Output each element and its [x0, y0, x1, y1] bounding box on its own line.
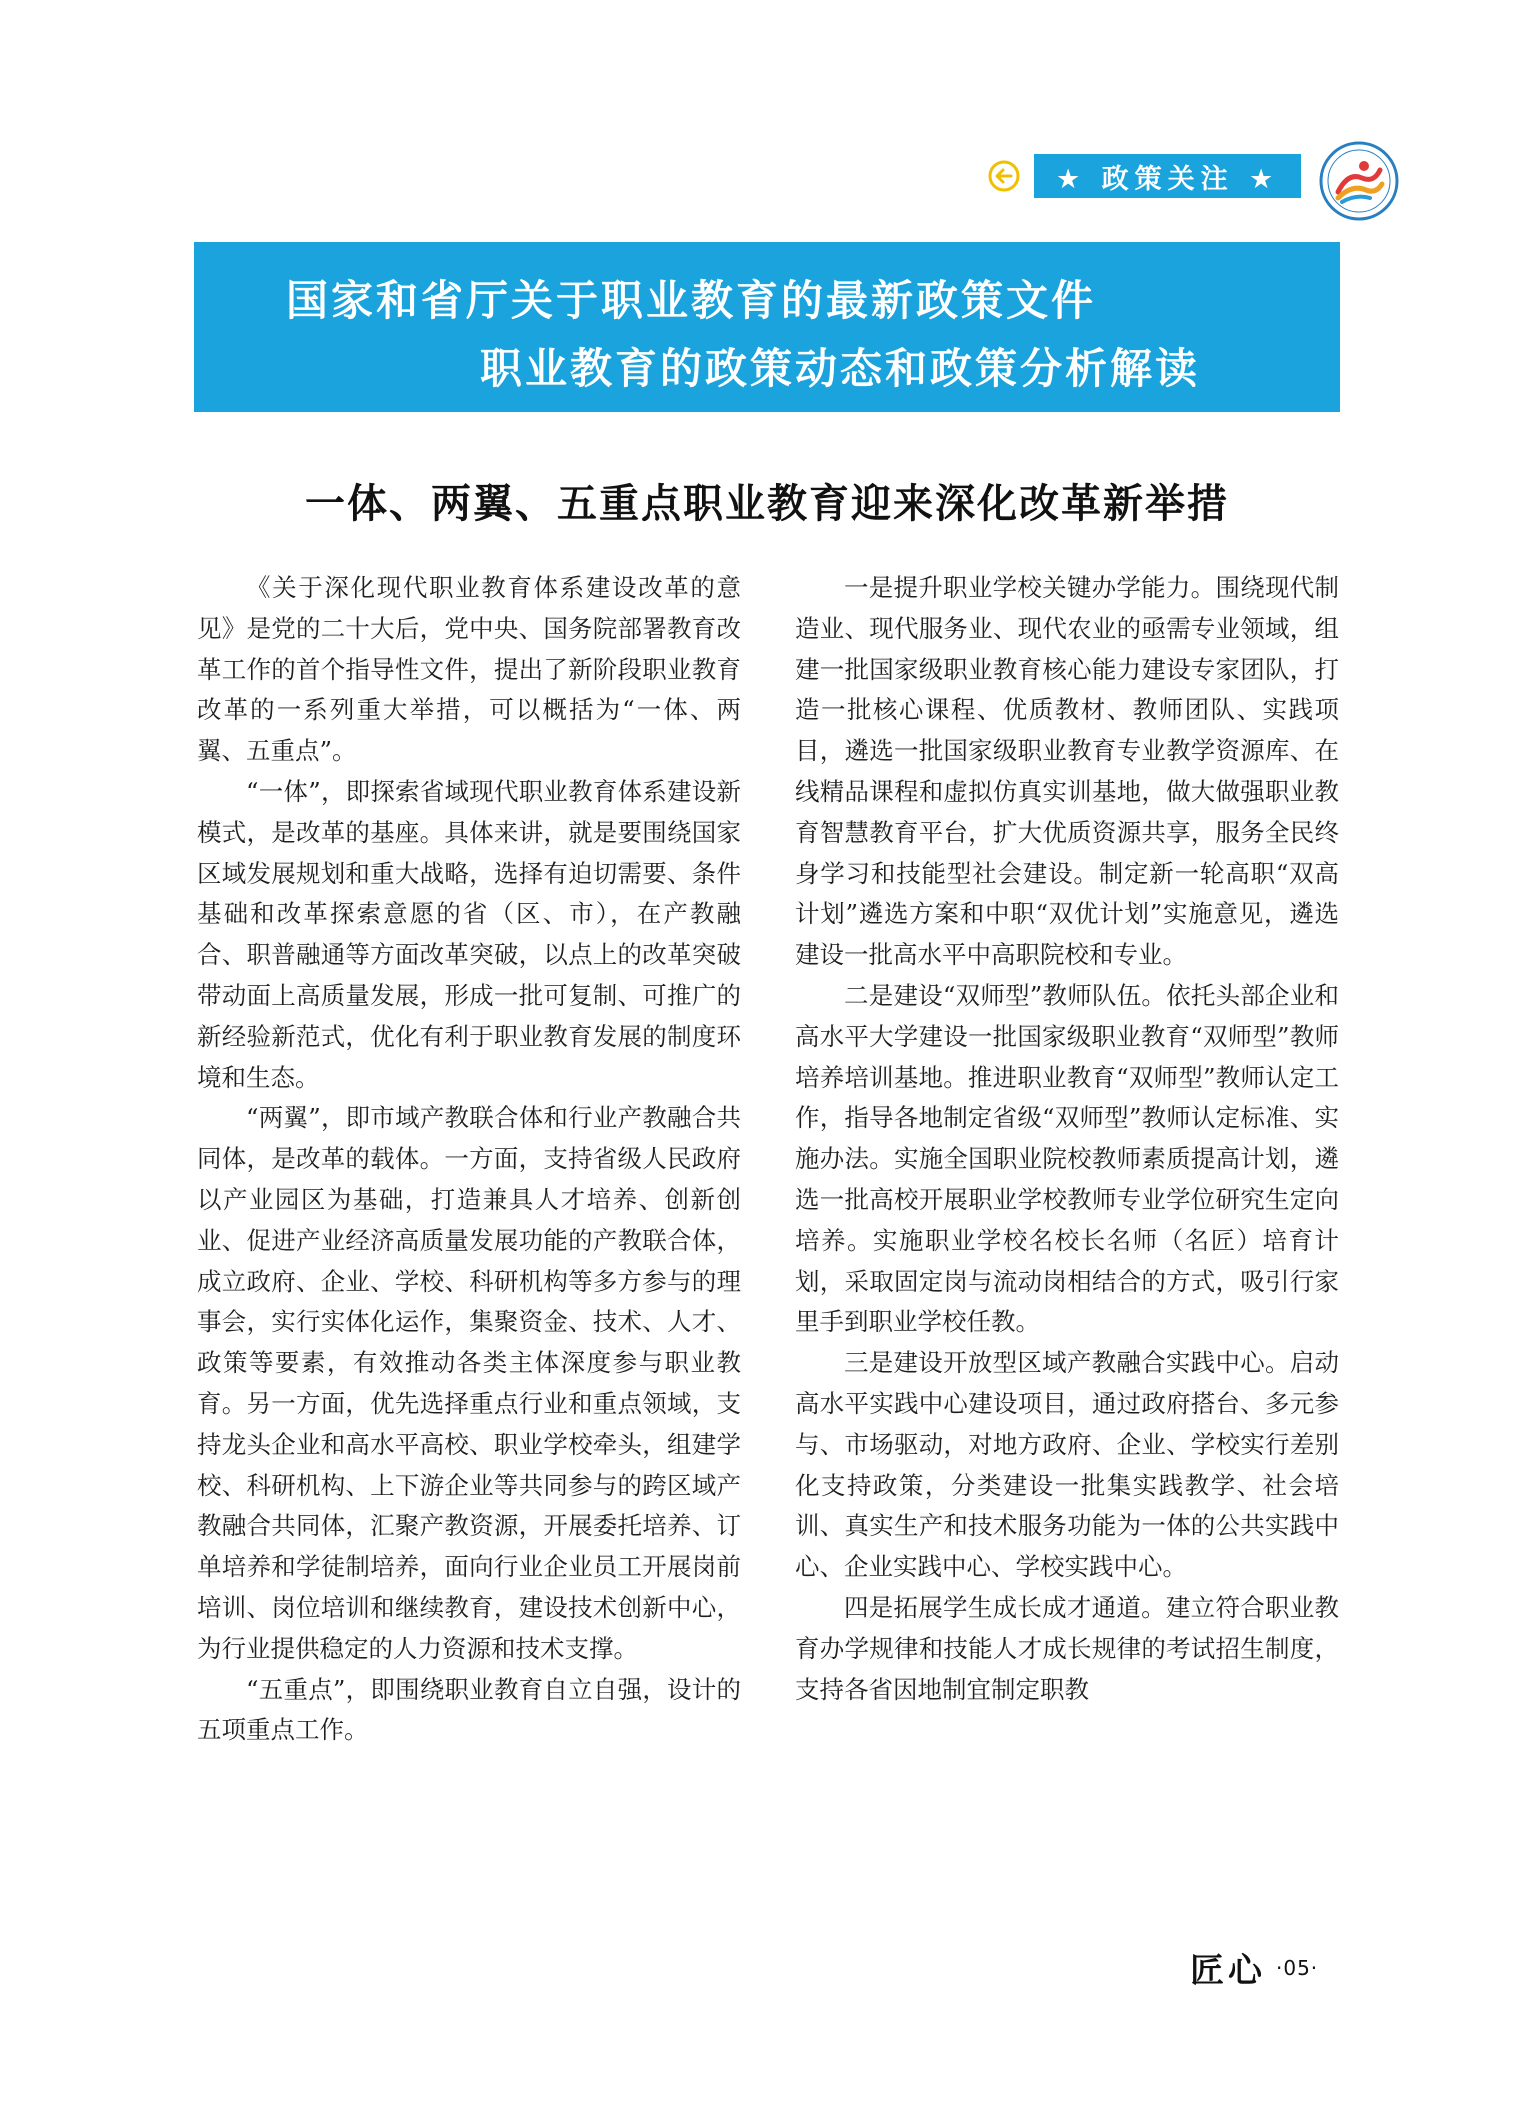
paragraph: 一是提升职业学校关键办学能力。围绕现代制造业、现代服务业、现代农业的亟需专业领域，组建一批国家级职业教育核心能力建设专家团队，打造一批核心课程、优质教材、教师团队、实践项目，遴选一批国家级职业教育专业教学资源库、在线精品课程和虚拟仿真实训基地，做大做强职业教育智慧教育平台，扩大优质资源共享，服务全民终身学习和技能型社会建设。制定新一轮高职“双高计划”遴选方案和中职“双优计划”实施意见，遴选建设一批高水平中高职院校和专业。 [795, 573, 1339, 970]
paragraph: 四是拓展学生成长成才通道。建立符合职业教育办学规律和技能人才成长规律的考试招生制度，支持各省因地制宜制定职教 [795, 1592, 1339, 1704]
paragraph: “两翼”，即市域产教联合体和行业产教融合共同体，是改革的载体。一方面，支持省级人民政府以产业园区为基础，打造兼具人才培养、创新创业、促进产业经济高质量发展功能的产教联合体，成立政府、企业、学校、科研机构等多方参与的理事会，实行实体化运作，集聚资金、技术、人才、政策等要素，有效推动各类主体深度参与职业教育。另一方面，优先选择重点行业和重点领域，支持龙头企业和高水平高校、职业学校牵头，组建学校、科研机构、上下游企业等共同参与的跨区域产教融合共同体，汇聚产教资源，开展委托培养、订单培养和学徒制培养，面向行业企业员工开展岗前培训、岗位培训和继续教育，建设技术创新中心，为行业提供稳定的人力资源和技术支撑。 [197, 1103, 741, 1663]
banner-title-line-2: 职业教育的政策动态和政策分析解读 [480, 344, 1201, 393]
banner-title-line-1: 国家和省厅关于职业教育的最新政策文件 [286, 276, 1097, 325]
paragraph: “五重点”，即围绕职业教育自立自强，设计的五项重点工作。 [197, 1674, 741, 1745]
section-tag: ★ 政策关注 ★ [1034, 154, 1301, 198]
page-footer [1190, 1943, 1318, 1992]
banner [194, 242, 1340, 412]
journal-logo-icon [1318, 140, 1400, 222]
article-column-right [795, 568, 1339, 1710]
paragraph: “一体”，即探索省域现代职业教育体系建设新模式，是改革的基座。具体来讲，就是要围绕国家区域发展规划和重大战略，选择有迫切需要、条件基础和改革探索意愿的省（区、市），在产教融合、职普融通等方面改革突破，以点上的改革突破带动面上高质量发展，形成一批可复制、可推广的新经验新范式，优化有利于职业教育发展的制度环境和生态。 [197, 776, 741, 1092]
page-number: ·05· [1276, 1955, 1319, 1980]
article-column-left [197, 568, 741, 1751]
section-header [988, 152, 1301, 200]
article-title: 一体、两翼、五重点职业教育迎来深化改革新举措 [305, 481, 1229, 527]
paragraph: 《关于深化现代职业教育体系建设改革的意见》是党的二十大后，党中央、国务院部署教育改革工作的首个指导性文件，提出了新阶段职业教育改革的一系列重大举措，可以概括为“一体、两翼、五重点”。 [197, 573, 741, 766]
magazine-name: 匠心 [1190, 1951, 1266, 1991]
paragraph: 二是建设“双师型”教师队伍。依托头部企业和高水平大学建设一批国家级职业教育“双师型”教师培养培训基地。推进职业教育“双师型”教师认定工作，指导各地制定省级“双师型”教师认定标准、实施办法。实施全国职业院校教师素质提高计划，遴选一批高校开展职业学校教师专业学位研究生定向培养。实施职业学校名校长名师（名匠）培育计划，采取固定岗与流动岗相结合的方式，吸引行家里手到职业学校任教。 [795, 980, 1339, 1337]
circle-left-arrow-icon[interactable] [988, 160, 1020, 192]
paragraph: 三是建设开放型区域产教融合实践中心。启动高水平实践中心建设项目，通过政府搭台、多元参与、市场驱动，对地方政府、企业、学校实行差别化支持政策，分类建设一批集实践教学、社会培训、真实生产和技术服务功能为一体的公共实践中心、企业实践中心、学校实践中心。 [795, 1348, 1339, 1582]
